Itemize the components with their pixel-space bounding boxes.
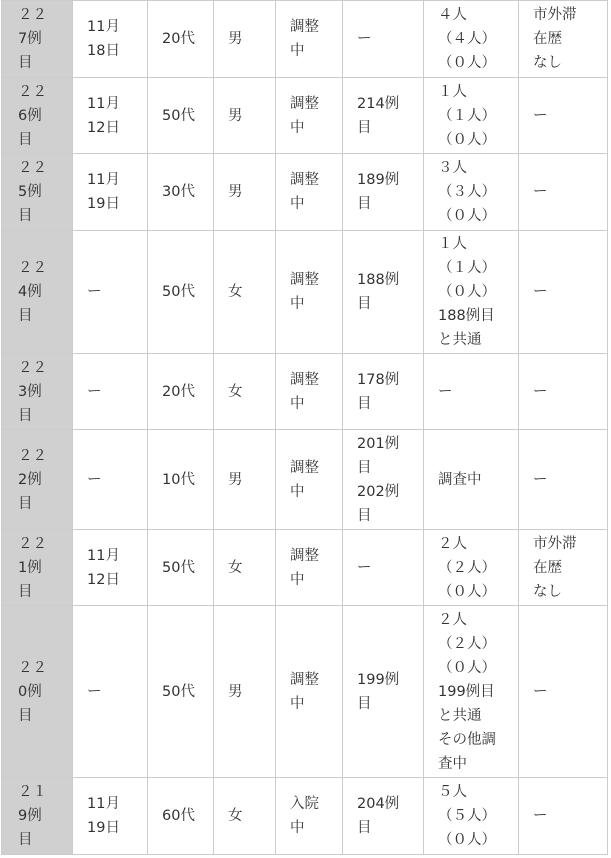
onset-date-cell [73, 78, 148, 154]
case-number-cell [2, 354, 73, 430]
table-row [2, 1, 608, 78]
cell-line: 調整 [290, 172, 319, 188]
cell-line: 11月 [87, 547, 120, 564]
cell-line: 男 [228, 31, 243, 47]
cell-line: 入院 [290, 796, 319, 812]
cell-line: ５人 [438, 784, 467, 800]
cell-line: 調整 [290, 95, 319, 112]
cell-line: 50代 [162, 559, 195, 576]
cell-line: 50代 [162, 107, 195, 124]
table-row [2, 778, 608, 855]
cell-line: と共通 [438, 332, 482, 348]
case-number-cell [2, 154, 73, 231]
sex-cell [214, 78, 276, 154]
cell-line: 男 [228, 683, 243, 700]
cell-line: 市外滞 [533, 535, 577, 552]
cell-line: 調整 [290, 272, 319, 288]
related-case-cell [343, 154, 424, 231]
cell-line: 20代 [162, 31, 195, 47]
onset-date-cell [73, 778, 148, 855]
cell-line: なし [533, 583, 562, 600]
notes-cell [519, 154, 608, 231]
onset-date-cell [73, 231, 148, 354]
cell-line: その他調 [438, 731, 496, 748]
cell-line: 中 [290, 395, 305, 412]
age-cell [148, 606, 214, 778]
cell-line: ２２ [18, 83, 47, 100]
cell-line: ー [533, 284, 548, 300]
table-row [2, 430, 608, 530]
cell-line: 調整 [290, 19, 319, 35]
notes-cell [519, 354, 608, 430]
contacts-cell [424, 78, 519, 154]
cell-line: （４人） [438, 31, 496, 47]
cell-line: 中 [290, 820, 305, 836]
contacts-cell [424, 430, 519, 530]
cell-line: 目 [357, 395, 372, 412]
cell-line: ２２ [18, 447, 47, 464]
contacts-cell [424, 354, 519, 430]
cell-line: 目 [18, 495, 33, 512]
cell-line: （５人） [438, 808, 496, 824]
cell-line: 50代 [162, 683, 195, 700]
cell-line: ２２ [18, 260, 47, 276]
cell-line: ー [357, 31, 372, 47]
cell-line: 調整 [290, 547, 319, 564]
cell-line: 214例 [357, 95, 400, 112]
cell-line: 調整 [290, 459, 319, 476]
cell-line: ３人 [438, 160, 467, 176]
contacts-cell [424, 530, 519, 606]
status-cell [276, 231, 343, 354]
cell-line: ー [357, 559, 372, 576]
cell-line: ２人 [438, 535, 467, 552]
cell-line: 査中 [438, 755, 467, 772]
table-row [2, 231, 608, 354]
cell-line: 199例 [357, 671, 400, 688]
contacts-cell [424, 606, 519, 778]
table-row [2, 154, 608, 231]
cell-line: （２人） [438, 635, 496, 652]
status-cell [276, 606, 343, 778]
cell-line: 178例 [357, 371, 400, 388]
cell-line: 4例 [18, 284, 42, 300]
cell-line: 調査中 [438, 471, 482, 488]
cell-line: 在歴 [533, 559, 562, 576]
cell-line: ２２ [18, 659, 47, 676]
sex-cell [214, 530, 276, 606]
cell-line: （０人） [438, 583, 496, 600]
cell-line: 2例 [18, 471, 42, 488]
notes-cell [519, 231, 608, 354]
cell-line: ー [87, 383, 102, 400]
notes-cell [519, 1, 608, 78]
cell-line: （２人） [438, 559, 496, 576]
cell-line: 目 [18, 131, 33, 148]
cell-line: 目 [18, 55, 33, 71]
onset-date-cell [73, 430, 148, 530]
status-cell [276, 530, 343, 606]
status-cell [276, 154, 343, 231]
cell-line: 11月 [87, 19, 120, 35]
cell-line: 1例 [18, 559, 42, 576]
cell-line: 目 [18, 208, 33, 224]
cell-line: 調整 [290, 671, 319, 688]
cell-line: 20代 [162, 383, 195, 400]
notes-cell [519, 530, 608, 606]
age-cell [148, 1, 214, 78]
cell-line: 女 [228, 383, 243, 400]
cell-line: 女 [228, 284, 243, 300]
contacts-cell [424, 1, 519, 78]
age-cell [148, 354, 214, 430]
case-number-cell [2, 430, 73, 530]
case-number-cell [2, 778, 73, 855]
age-cell [148, 78, 214, 154]
age-cell [148, 530, 214, 606]
cell-line: 調整 [290, 371, 319, 388]
cell-line: （１人） [438, 107, 496, 124]
cell-line: 60代 [162, 808, 195, 824]
sex-cell [214, 231, 276, 354]
related-case-cell [343, 778, 424, 855]
age-cell [148, 231, 214, 354]
cell-line: 在歴 [533, 31, 562, 47]
table-row [2, 354, 608, 430]
case-number-cell [2, 1, 73, 78]
cell-line: ２２ [18, 160, 47, 176]
status-cell [276, 354, 343, 430]
cell-line: ２２ [18, 359, 47, 376]
cell-line: 30代 [162, 184, 195, 200]
onset-date-cell [73, 354, 148, 430]
case-rows [2, 1, 608, 855]
sex-cell [214, 154, 276, 231]
cell-line: 男 [228, 471, 243, 488]
cell-line: 目 [357, 119, 372, 136]
case-number-cell [2, 231, 73, 354]
cell-line: ２２ [18, 535, 47, 552]
cell-line: 目 [357, 507, 372, 524]
notes-cell [519, 606, 608, 778]
cell-line: 目 [18, 308, 33, 324]
cell-line: （０人） [438, 208, 496, 224]
onset-date-cell [73, 606, 148, 778]
sex-cell [214, 430, 276, 530]
cell-line: 0例 [18, 683, 42, 700]
table-row [2, 606, 608, 778]
table-row [2, 78, 608, 154]
cell-line: （０人） [438, 131, 496, 148]
related-case-cell [343, 530, 424, 606]
contacts-cell [424, 231, 519, 354]
sex-cell [214, 606, 276, 778]
age-cell [148, 430, 214, 530]
cell-line: 目 [18, 707, 33, 724]
related-case-cell [343, 231, 424, 354]
cell-line: ２１ [18, 784, 47, 800]
cell-line: 市外滞 [533, 7, 577, 23]
cell-line: 目 [18, 583, 33, 600]
cell-line: ー [87, 683, 102, 700]
cell-line: 188例目 [438, 308, 495, 324]
case-number-cell [2, 606, 73, 778]
age-cell [148, 778, 214, 855]
cell-line: 女 [228, 808, 243, 824]
cell-line: 11月 [87, 95, 120, 112]
cell-line: （０人） [438, 55, 496, 71]
status-cell [276, 1, 343, 78]
cell-line: 中 [290, 119, 305, 136]
cell-line: ２２ [18, 7, 47, 23]
cell-line: 男 [228, 184, 243, 200]
onset-date-cell [73, 1, 148, 78]
cell-line: と共通 [438, 707, 482, 724]
cell-line: 19日 [87, 820, 120, 836]
age-cell [148, 154, 214, 231]
sex-cell [214, 778, 276, 855]
contacts-cell [424, 154, 519, 231]
cell-line: 中 [290, 571, 305, 588]
cell-line: ー [533, 383, 548, 400]
cell-line: 中 [290, 695, 305, 712]
cell-line: なし [533, 55, 562, 71]
cell-line: 目 [357, 695, 372, 712]
cases-table [1, 0, 608, 855]
cell-line: １人 [438, 83, 467, 100]
cell-line: 中 [290, 43, 305, 59]
cell-line: ２人 [438, 611, 467, 628]
cell-line: 189例 [357, 172, 400, 188]
sex-cell [214, 1, 276, 78]
cell-line: 5例 [18, 184, 42, 200]
cell-line: （０人） [438, 284, 496, 300]
cell-line: 19日 [87, 196, 120, 212]
cell-line: 201例 [357, 435, 400, 452]
notes-cell [519, 78, 608, 154]
status-cell [276, 78, 343, 154]
related-case-cell [343, 354, 424, 430]
cell-line: 188例 [357, 272, 400, 288]
cell-line: 中 [290, 296, 305, 312]
status-cell [276, 430, 343, 530]
related-case-cell [343, 1, 424, 78]
cell-line: ー [533, 808, 548, 824]
cell-line: 目 [357, 820, 372, 836]
onset-date-cell [73, 530, 148, 606]
related-case-cell [343, 606, 424, 778]
cell-line: 199例目 [438, 683, 495, 700]
notes-cell [519, 778, 608, 855]
cell-line: 204例 [357, 796, 400, 812]
cell-line: ー [87, 284, 102, 300]
table-row [2, 530, 608, 606]
related-case-cell [343, 430, 424, 530]
cell-line: （３人） [438, 184, 496, 200]
cell-line: ー [533, 184, 548, 200]
cell-line: 目 [357, 196, 372, 212]
cell-line: 3例 [18, 383, 42, 400]
cell-line: （１人） [438, 260, 496, 276]
case-number-cell [2, 530, 73, 606]
cell-line: 11月 [87, 172, 120, 188]
cell-line: 目 [18, 832, 33, 848]
cell-line: ー [438, 383, 453, 400]
cell-line: （０人） [438, 832, 496, 848]
cell-line: 6例 [18, 107, 42, 124]
cell-line: 7例 [18, 31, 42, 47]
cell-line: 中 [290, 483, 305, 500]
cell-line: 10代 [162, 471, 195, 488]
cell-line: 50代 [162, 284, 195, 300]
cell-line: ー [533, 683, 548, 700]
cell-line: ー [87, 471, 102, 488]
cell-line: 12日 [87, 571, 120, 588]
onset-date-cell [73, 154, 148, 231]
cell-line: 目 [357, 296, 372, 312]
cell-line: 202例 [357, 483, 400, 500]
notes-cell [519, 430, 608, 530]
cell-line: 男 [228, 107, 243, 124]
related-case-cell [343, 78, 424, 154]
cell-line: ４人 [438, 7, 467, 23]
cell-line: 18日 [87, 43, 120, 59]
cell-line: ー [533, 107, 548, 124]
cell-line: １人 [438, 236, 467, 252]
cell-line: 目 [18, 407, 33, 424]
sex-cell [214, 354, 276, 430]
cell-line: 12日 [87, 119, 120, 136]
cell-line: 9例 [18, 808, 42, 824]
cell-line: ー [533, 471, 548, 488]
case-number-cell [2, 78, 73, 154]
status-cell [276, 778, 343, 855]
cell-line: 中 [290, 196, 305, 212]
cell-line: （０人） [438, 659, 496, 676]
cell-line: 11月 [87, 796, 120, 812]
cell-line: 目 [357, 459, 372, 476]
contacts-cell [424, 778, 519, 855]
cell-line: 女 [228, 559, 243, 576]
